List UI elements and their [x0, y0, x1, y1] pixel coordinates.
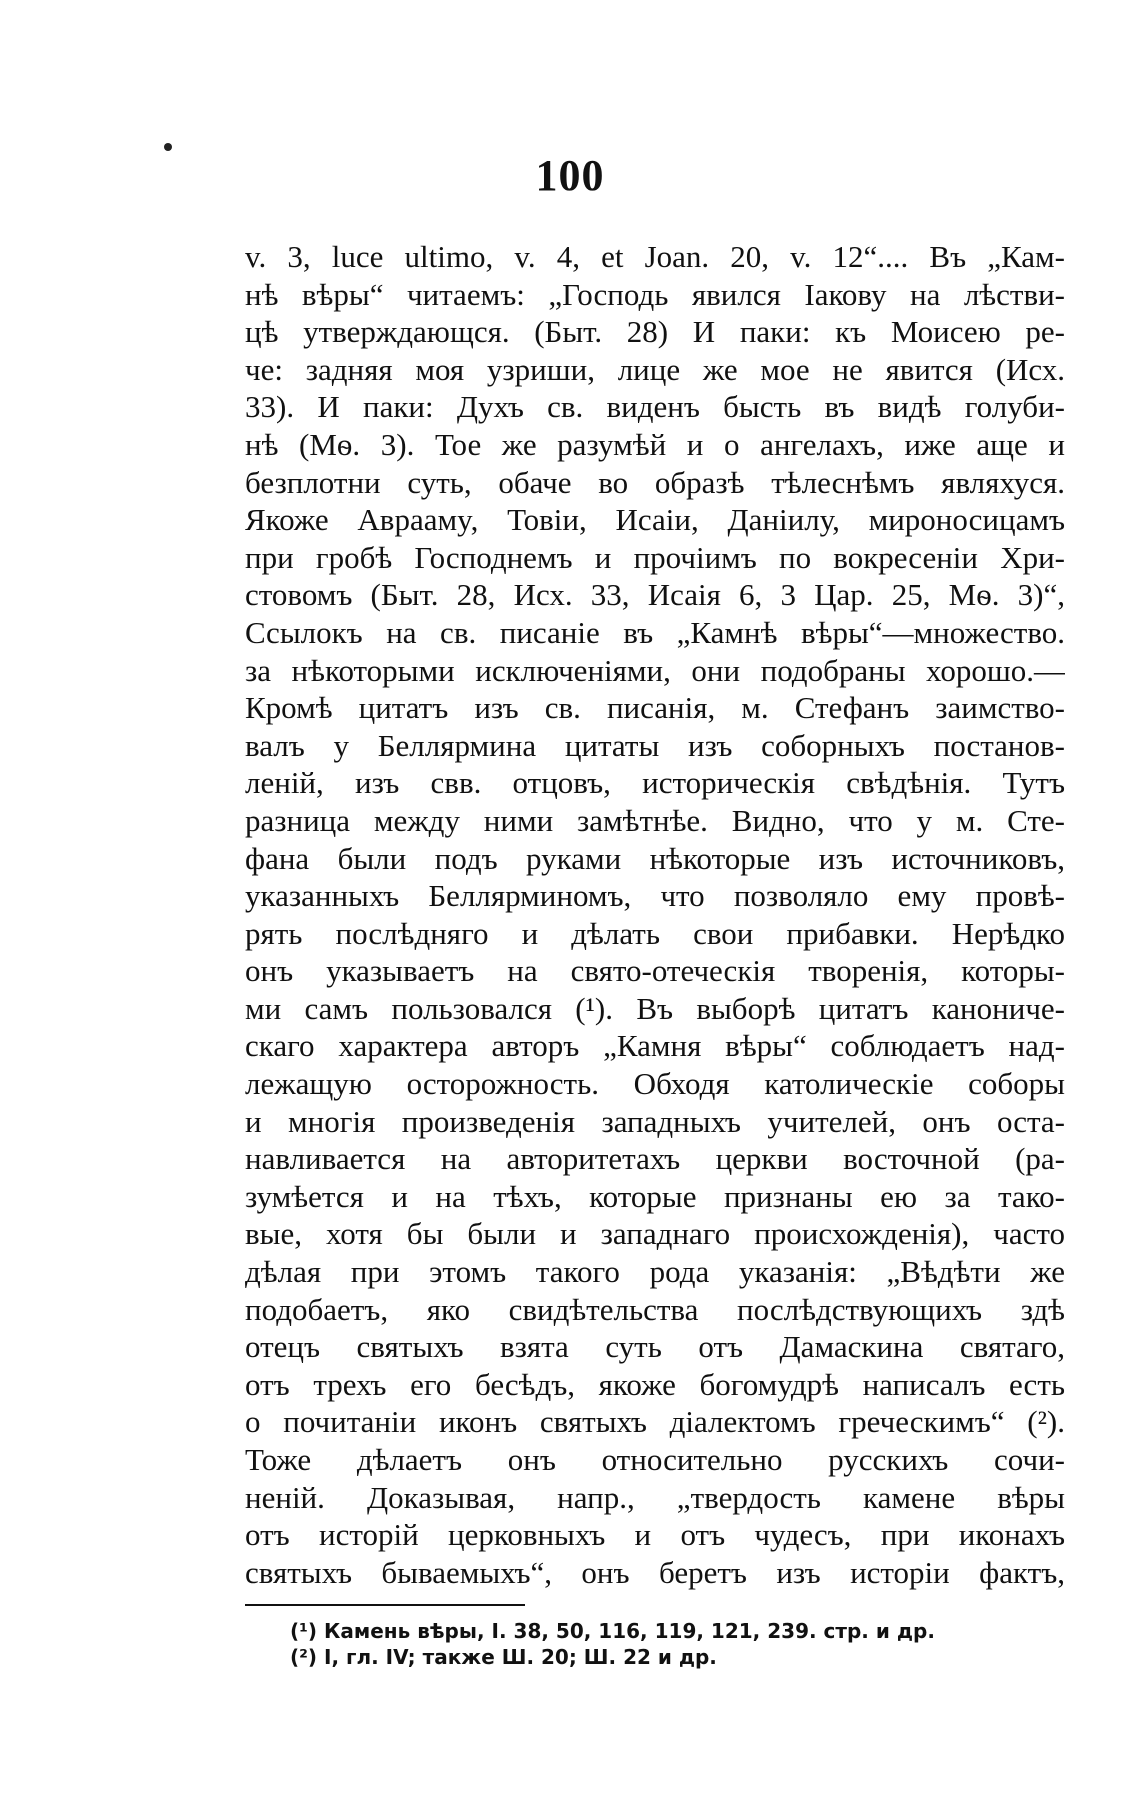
text-line: онъ указываетъ на свято-отеческія творенія, которы-	[245, 953, 1065, 989]
text-line: v. 3, luce ultimo, v. 4, et Joan. 20, v. 12“.... Въ „Кам-	[245, 239, 1065, 274]
text-line: навливается на авторитетахъ церкви восточной (ра-	[245, 1141, 1065, 1177]
footnote: (²) І, гл. IV; также Ш. 20; Ш. 22 и др.	[290, 1644, 717, 1669]
text-line: подобаетъ, яко свидѣтельства послѣдствующихъ здѣ	[245, 1291, 1065, 1327]
text-line: при гробѣ Господнемъ и прочіимъ по вокресеніи Хри-	[245, 539, 1065, 575]
text-line: лежащую осторожность. Обходя католическіе соборы	[245, 1066, 1065, 1102]
footnote-divider	[245, 1604, 525, 1606]
body-text	[245, 238, 1065, 1591]
text-line: безплотни суть, обаче во образѣ тѣлеснѣмъ являхуся.	[245, 464, 1065, 500]
text-line: Кромѣ цитатъ изъ св. писанія, м. Стефанъ заимство-	[245, 690, 1065, 726]
text-line: отъ трехъ его бесѣдъ, якоже богомудрѣ написалъ есть	[245, 1366, 1065, 1402]
text-line: указанныхъ Беллярминомъ, что позволяло ему провѣ-	[245, 878, 1065, 914]
text-line: Тоже дѣлаетъ онъ относительно русскихъ сочи-	[245, 1442, 1065, 1477]
text-line: дѣлая при этомъ такого рода указанія: „Вѣдѣти же	[245, 1254, 1065, 1290]
text-line: о почитаніи иконъ святыхъ діалектомъ греческимъ“ (²).	[245, 1404, 1065, 1440]
text-line: леній, изъ свв. отцовъ, историческія свѣдѣнія. Тутъ	[245, 765, 1065, 801]
footnotes	[290, 1618, 1050, 1670]
text-line: за нѣкоторыми исключеніями, они подобраны хорошо.—	[245, 652, 1065, 688]
footnote: (¹) Камень вѣры, І. 38, 50, 116, 119, 121, 239. стр. и др.	[290, 1618, 935, 1643]
text-line: нѣ вѣры“ читаемъ: „Господь явился Іакову на лѣстви-	[245, 276, 1065, 312]
text-line: Ссылокъ на св. писаніе въ „Камнѣ вѣры“—множество.	[245, 614, 1065, 650]
text-line: отъ исторій церковныхъ и отъ чудесъ, при иконахъ	[245, 1517, 1065, 1553]
text-line: и многія произведенія западныхъ учителей, онъ оста-	[245, 1103, 1065, 1139]
text-line: зумѣется и на тѣхъ, которые признаны ею за тако-	[245, 1178, 1065, 1214]
page-number: 100	[535, 151, 605, 200]
text-line: Якоже Авраамy, Товіи, Исаіи, Даніилу, мироносицамъ	[245, 502, 1065, 538]
text-line: неній. Доказывая, напр., „твердость камене вѣры	[245, 1479, 1065, 1515]
text-line: 33). И паки: Духъ св. виденъ бысть въ видѣ голуби-	[245, 389, 1065, 425]
text-line: нѣ (Мѳ. 3). Тое же разумѣй и о ангелахъ, иже аще и	[245, 426, 1065, 462]
text-line: рять послѣдняго и дѣлать свои прибавки. Нерѣдко	[245, 915, 1065, 951]
text-line: фана были подъ руками нѣкоторые изъ источниковъ,	[245, 840, 1065, 876]
text-line: цѣ утверждающся. (Быт. 28) И паки: къ Моисею ре-	[245, 314, 1065, 350]
text-line: скаго характера авторъ „Камня вѣры“ соблюдаетъ над-	[245, 1028, 1065, 1064]
text-line: святыхъ бываемыхъ“, онъ беретъ изъ исторіи фактъ,	[245, 1554, 1065, 1590]
text-line: разница между ними замѣтнѣе. Видно, что у м. Сте-	[245, 802, 1065, 838]
text-line: ми самъ пользовался (¹). Въ выборѣ цитатъ канониче-	[245, 990, 1065, 1026]
text-line: выe, хотя бы были и западнаго происхожденія), часто	[245, 1216, 1065, 1252]
text-line: валъ у Беллярмина цитаты изъ соборныхъ постанов-	[245, 727, 1065, 763]
text-line: че: задняя моя узриши, лице же мое не явится (Исх.	[245, 351, 1065, 387]
text-line: отецъ святыхъ взята суть отъ Дамаскина святаго,	[245, 1329, 1065, 1365]
text-line: стовомъ (Быт. 28, Исх. 33, Исаія 6, 3 Цар. 25, Мѳ. 3)“,	[245, 577, 1065, 613]
